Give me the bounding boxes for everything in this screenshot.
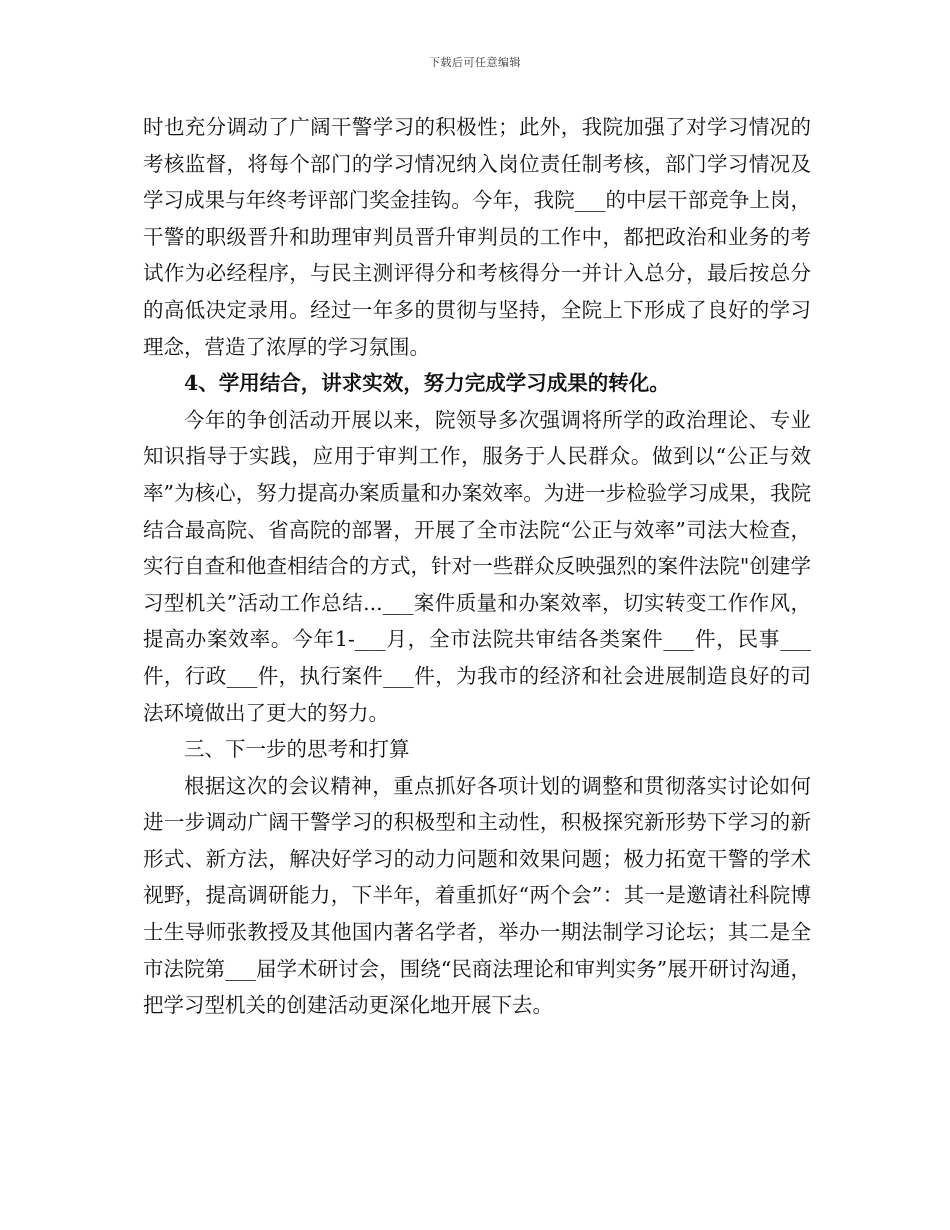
page-header: 下载后可任意编辑 [429,56,521,69]
document-body [143,109,811,1024]
paragraph-study-assessment: 时也充分调动了广阔干警学习的积极性；此外，我院加强了对学习情况的考核监督，将每个部门的学习情况纳入岗位责任制考核，部门学习情况及学习成果与年终考评部门奖金挂钩。今年，我院___的中层干部竞争上岗，干警的职级晋升和助理审判员晋升审判员的工作中，都把政治和业务的考试作为必经程序，与民主测评得分和考核得分一并计入总分，最后按总分的高低决定录用。经过一年多的贯彻与坚持，全院上下形成了良好的学习理念，营造了浓厚的学习氛围。 [143,115,811,359]
paragraph-next-steps: 根据这次的会议精神，重点抓好各项计划的调整和贯彻落实讨论如何进一步调动广阔干警学习的积极型和主动性，积极探究新形势下学习的新形式、新方法，解决好学习的动力问题和效果问题；极力拓宽干警的学术视野，提高调研能力，下半年，着重抓好“两个会”：其一是邀请社科院博士生导师张教授及其他国内著名学者，举办一期法制学习论坛；其二是全市法院第___届学术研讨会，围绕“民商法理论和审判实务”展开研讨沟通，把学习型机关的创建活动更深化地开展下去。 [143,773,811,1018]
section-heading-3: 三、下一步的思考和打算 [184,737,410,762]
section-heading-4: 4、学用结合，讲求实效，努力完成学习成果的转化。 [184,371,670,396]
paragraph-application-results: 今年的争创活动开展以来，院领导多次强调将所学的政治理论、专业知识指导于实践，应用于审判工作，服务于人民群众。做到以“公正与效率”为核心，努力提高办案质量和办案效率。为进一步检验学习成果，我院结合最高院、省高院的部署，开展了全市法院“公正与效率”司法大检查，实行自查和他查相结合的方式，针对一些群众反映强烈的案件法院"创建学习型机关”活动工作总结...___案件质量和办案效率，切实转变工作作风，提高办案效率。今年1-___月，全市法院共审结各类案件___件，民事___件，行政___件，执行案件___件，为我市的经济和社会进展制造良好的司法环境做出了更大的努力。 [143,407,811,725]
